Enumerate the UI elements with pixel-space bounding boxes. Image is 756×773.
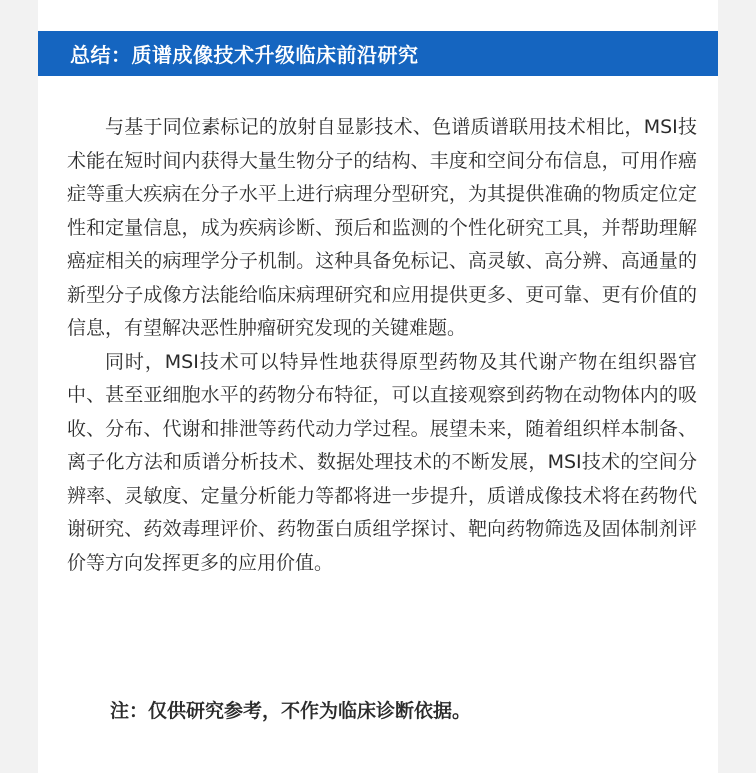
paragraph-2: 同时，MSI技术可以特异性地获得原型药物及其代谢产物在组织器官中、甚至亚细胞水平的药物分布特征，可以直接观察到药物在动物体内的吸收、分布、代谢和排泄等药代动力学过程。展望未来，随着组织样本制备、离子化方法和质谱分析技术、数据处理技术的不断发展，MSI技术的空间分辨率、灵敏度、定量分析能力等都将进一步提升，质谱成像技术将在药物代谢研究、药效毒理评价、药物蛋白质组学探讨、靶向药物筛选及固体制剂评价等方向发挥更多的应用价值。 <box>67 350 697 574</box>
paragraph-1: 与基于同位素标记的放射自显影技术、色谱质谱联用技术相比，MSI技术能在短时间内获得大量生物分子的结构、丰度和空间分布信息，可用作癌症等重大疾病在分子水平上进行病理分型研究，为其提供准确的物质定位定性和定量信息，成为疾病诊断、预后和监测的个性化研究工具，并帮助理解癌症相关的病理学分子机制。这种具备免标记、高灵敏、高分辨、高通量的新型分子成像方法能给临床病理研究和应用提供更多、更可靠、更有价值的信息，有望解决恶性肿瘤研究发现的关键难题。 <box>67 116 697 339</box>
section-header-banner <box>38 31 718 76</box>
section-title: 总结：质谱成像技术升级临床前沿研究 <box>70 43 419 67</box>
article-page <box>38 0 718 773</box>
disclaimer-note: 注：仅供研究参考，不作为临床诊断依据。 <box>110 700 472 722</box>
article-body <box>67 111 697 580</box>
